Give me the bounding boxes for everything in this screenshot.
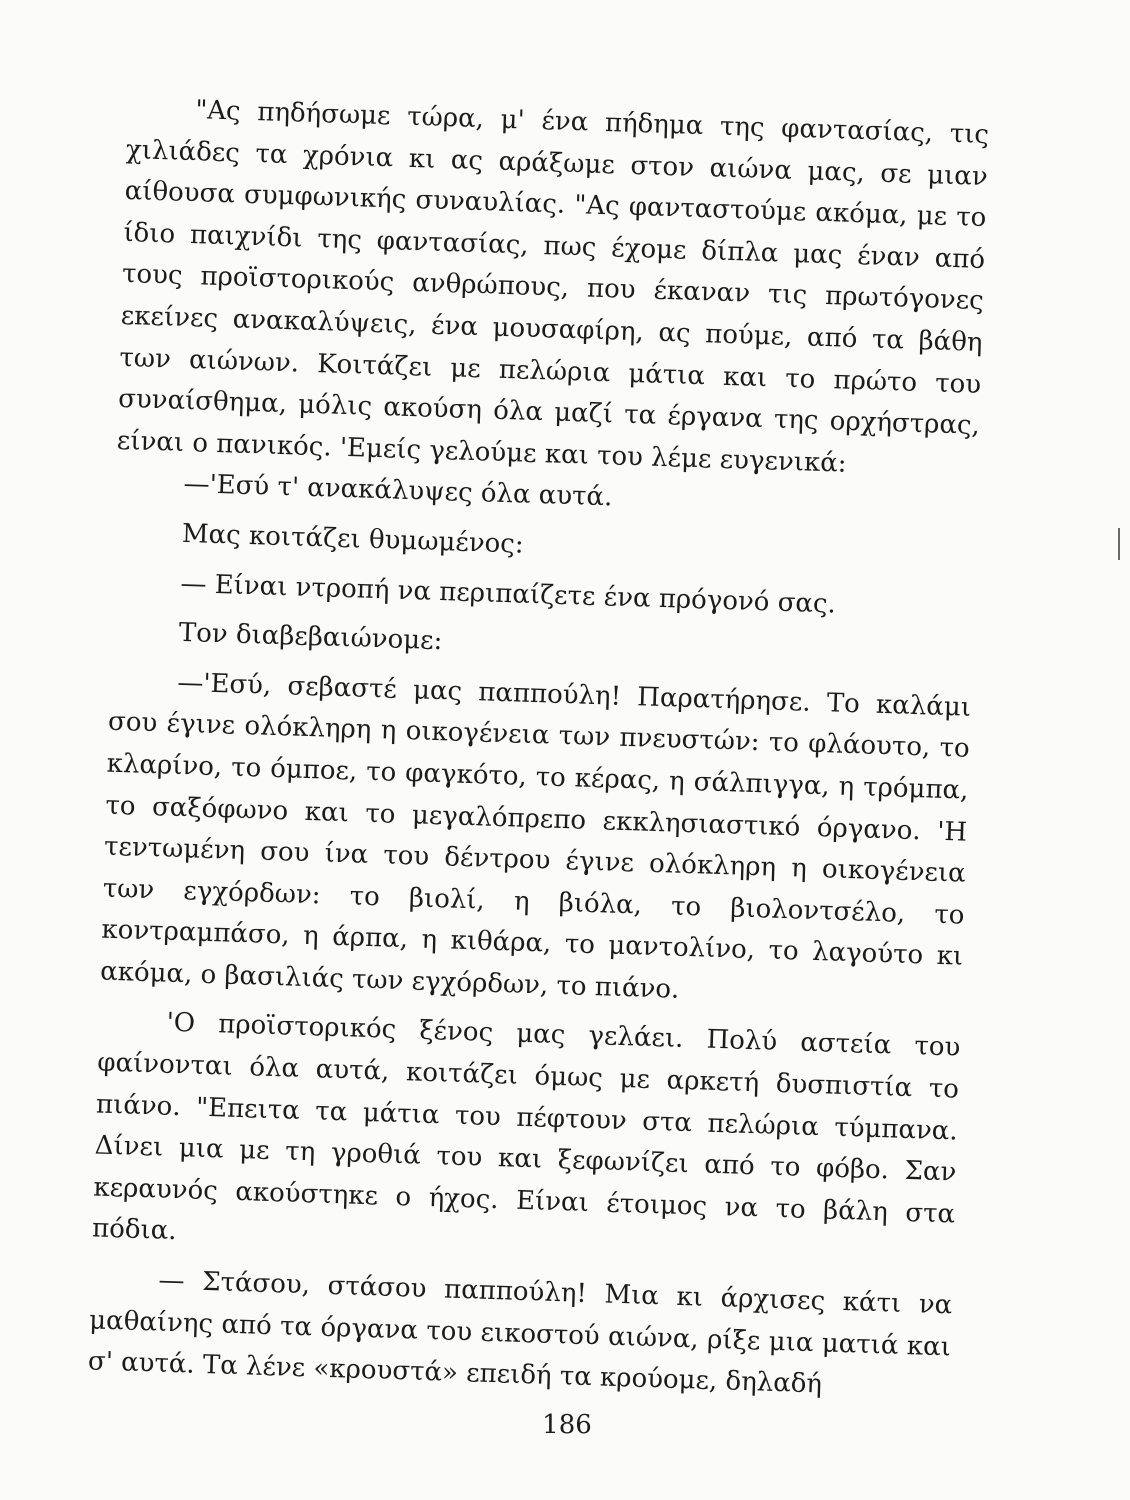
dialogue-line: —'Εσύ τ' ανακάλυψες όλα αυτά. [183,469,613,513]
paragraph: 'Ο προϊστορικός ξένος μας γελάει. Πολύ αστεία του φαίνονται όλα αυτά, κοιτάζει όμως με αρκετή δυσπιστία το πιάνο. "Επειτα τα μάτια του πέφτουν στα πελώρια τύμπανα. Δίνει μια με τη γροθιά του και ξεφωνίζει από το φόβο. Σαν κεραυνός ακούστηκε ο ήχος. Είναι έτοιμος να το βάλη στα πόδια. [91,1008,961,1247]
page-number: 186 [542,1410,592,1440]
dialogue-paragraph: —'Εσύ, σεβαστέ μας παππούλη! Παρατήρησε. Το καλάμι σου έγινε ολόκληρη η οικογένεια των πνευστών: το φλάουτο, το κλαρίνο, το όμποε, το φαγκότο, το κέρας, η σάλπιγγα, η τρόμπα, το σαξόφωνο και το μεγαλόπρεπο εκκλησιαστικό όργανο. 'Η τεντωμένη σου ίνα του δέντρου έγινε ολόκληρη η οικογένεια των εγχόρδων: το βιολί, η βιόλα, το βιολοντσέλο, το κοντραμπάσο, η άρπα, η κιθάρα, το μαντολίνο, το λαγούτο κι ακόμα, ο βασιλιάς των εγχόρδων, το πιάνο. [99,667,972,1005]
paragraph: Τον διαβεβαιώνομε: [178,618,443,657]
paragraph: "Ας πηδήσωμε τώρα, μ' ένα πήδημα της φαντασίας, τις χιλιάδες τα χρόνια κι ας αράξωμε στον αιώνα μας, σε μιαν αίθουσα συμφωνικής συναυλίας. "Ας φανταστούμε ακόμα, με το ίδιο παιχνίδι της φαντασίας, πως έχομε δίπλα μας έναν από τους προϊστορικούς ανθρώπους, που έκαναν τις πρωτόγονες εκείνες ανακαλύψεις, ένα μουσαφίρη, ας πούμε, από τα βάθη των αιώνων. Κοιτάζει με πελώρια μάτια και το πρώτο του συναίσθημα, μόλις ακούση όλα μαζί τα έργανα της ορχήστρας, είναι ο πανικός. 'Εμείς γελούμε και του λέμε ευγενικά: [116,95,990,479]
dialogue-line: — Είναι ντροπή να περιπαίζετε ένα πρόγονό σας. [179,568,837,620]
dialogue-paragraph: — Στάσου, στάσου παππούλη! Μια κι άρχισες κάτι να μαθαίνης από τα όργανα του εικοστού αιώνα, ρίξε μια ματιά και σ' αυτά. Τα λένε «κρουστά» επειδή τα κρούομε, δηλαδή [87,1265,953,1400]
page-text [87,88,989,1410]
page-edge-mark [1118,528,1120,560]
paragraph: Μας κοιτάζει θυμωμένος: [181,518,525,560]
